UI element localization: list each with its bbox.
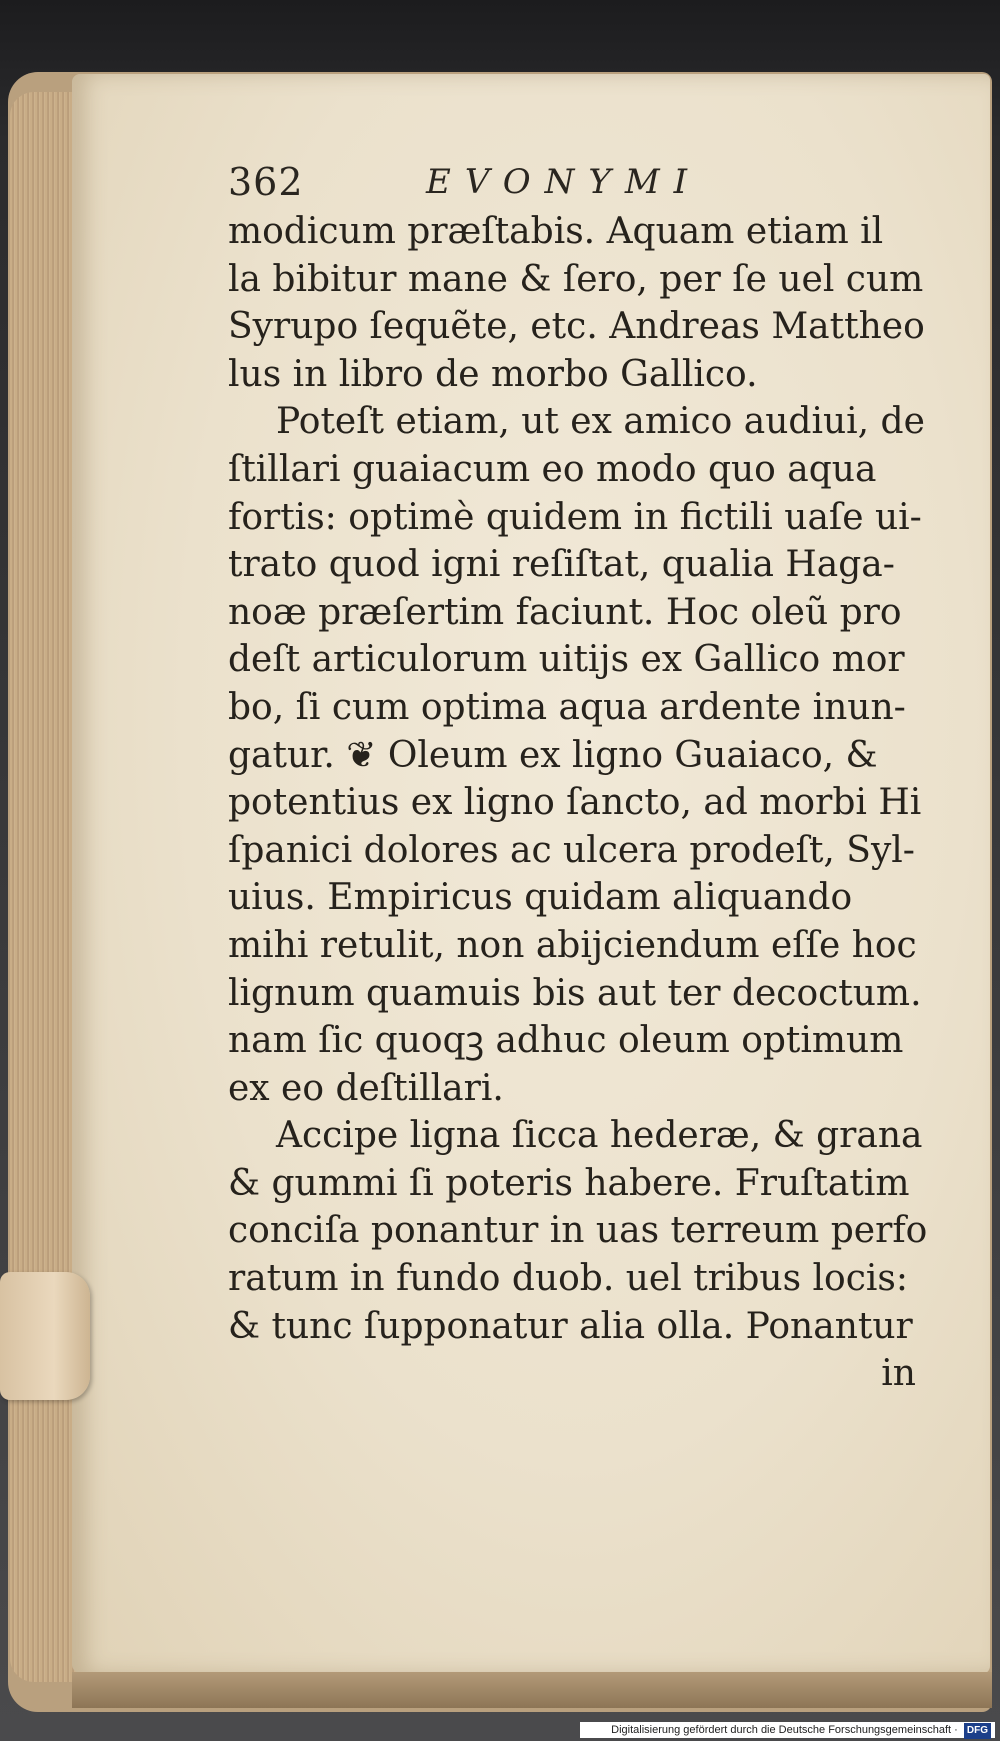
text-line: lignum quamuis bis aut ter decoctum. xyxy=(228,972,922,1014)
text-line: ratum in fundo duob. uel tribus locis: xyxy=(228,1258,908,1300)
text-line: noæ præſertim faciunt. Hoc oleũ pro xyxy=(228,591,902,633)
text-line: & tunc ſupponatur alia olla. Ponantur xyxy=(228,1305,913,1347)
digitization-footer xyxy=(580,1722,995,1738)
page-tab-marker xyxy=(0,1272,90,1400)
dfg-logo: DFG xyxy=(964,1723,991,1739)
page-edges xyxy=(10,92,78,1682)
footer-text: Digitalisierung gefördert durch die Deutsche Forschungsgemeinschaft · xyxy=(611,1724,958,1736)
text-line: mihi retulit, non abijciendum eſſe hoc xyxy=(228,924,917,966)
text-line: lus in libro de morbo Gallico. xyxy=(228,353,758,395)
running-head xyxy=(228,160,928,210)
text-line: uius. Empiricus quidam aliquando xyxy=(228,877,853,919)
catchword: in xyxy=(881,1353,916,1395)
body-text xyxy=(228,208,928,1398)
page-bottom-edge xyxy=(72,1672,992,1708)
text-line: Syrupo ſequẽte, etc. Andreas Mattheo xyxy=(228,306,925,348)
text-line: fortis: optimè quidem in fictili uaſe ui- xyxy=(228,496,922,538)
text-line: nam ſic quoqꝫ adhuc oleum optimum xyxy=(228,1020,904,1062)
text-line: gatur. ❦ Oleum ex ligno Guaiaco, & xyxy=(228,734,878,776)
text-line: deſt articulorum uitijs ex Gallico mor xyxy=(228,639,905,681)
text-line: trato quod igni reſiſtat, qualia Haga- xyxy=(228,544,895,586)
text-line: ſpanici dolores ac ulcera prodeſt, Syl- xyxy=(228,829,915,871)
text-line: & gummi ſi poteris habere. Fruſtatim xyxy=(228,1162,910,1204)
text-line: ſtillari guaiacum eo modo quo aqua xyxy=(228,448,877,490)
text-line: la bibitur mane & ſero, per ſe uel cum xyxy=(228,258,924,300)
text-line: conciſa ponantur in uas terreum perfo xyxy=(228,1210,928,1252)
text-line: Accipe ligna ſicca hederæ, & grana xyxy=(276,1115,923,1157)
running-title: EVONYMI xyxy=(426,162,702,202)
text-line: modicum præſtabis. Aquam etiam il xyxy=(228,211,884,252)
text-line: potentius ex ligno ſancto, ad morbi Hi xyxy=(228,782,922,824)
page-number: 362 xyxy=(228,160,304,204)
text-line: ex eo deſtillari. xyxy=(228,1067,504,1109)
text-line: bo, ſi cum optima aqua ardente inun- xyxy=(228,686,906,728)
text-line: Poteſt etiam, ut ex amico audiui, de xyxy=(276,401,925,443)
